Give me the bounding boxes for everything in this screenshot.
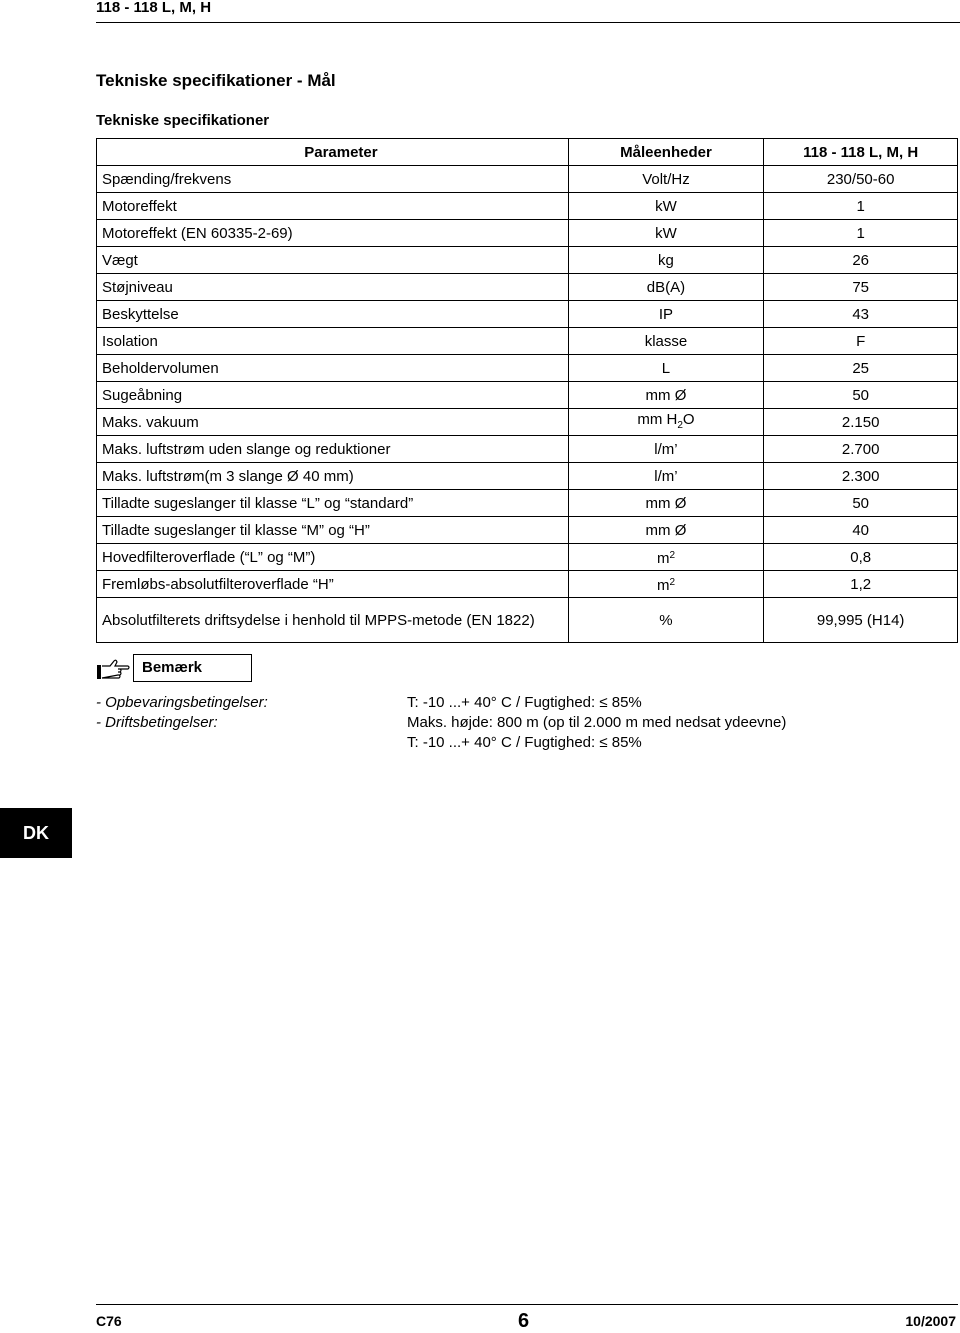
row-unit bbox=[568, 571, 764, 598]
row-unit: IP bbox=[568, 301, 764, 328]
row-value: 50 bbox=[764, 382, 958, 409]
row-unit: mm Ø bbox=[568, 382, 764, 409]
table-row bbox=[97, 274, 958, 301]
unit-subscript: 2 bbox=[677, 419, 683, 431]
row-value: 40 bbox=[764, 517, 958, 544]
row-unit: % bbox=[568, 598, 764, 643]
row-parameter: Tilladte sugeslanger til klasse “L” og “standard” bbox=[97, 490, 569, 517]
row-parameter: Absolutfilterets driftsydelse i henhold til MPPS-metode (EN 1822) bbox=[97, 598, 569, 643]
row-parameter: Tilladte sugeslanger til klasse “M” og “H” bbox=[97, 517, 569, 544]
row-unit: l/m’ bbox=[568, 463, 764, 490]
row-parameter: Fremløbs-absolutfilteroverflade “H” bbox=[97, 571, 569, 598]
row-unit: klasse bbox=[568, 328, 764, 355]
row-parameter: Beskyttelse bbox=[97, 301, 569, 328]
unit-superscript: 2 bbox=[669, 577, 675, 588]
row-value: 2.300 bbox=[764, 463, 958, 490]
footer-divider bbox=[96, 1304, 958, 1305]
pointing-hand-icon bbox=[96, 658, 130, 684]
unit-base: mm H bbox=[637, 410, 678, 428]
row-parameter: Spænding/frekvens bbox=[97, 166, 569, 193]
row-parameter: Maks. luftstrøm uden slange og reduktioner bbox=[97, 436, 569, 463]
row-unit: dB(A) bbox=[568, 274, 764, 301]
table-row bbox=[97, 598, 958, 643]
row-parameter: Maks. vakuum bbox=[97, 409, 569, 436]
operating-conditions-label: - Driftsbetingelser: bbox=[96, 714, 218, 731]
table-row bbox=[97, 409, 958, 436]
row-unit: Volt/Hz bbox=[568, 166, 764, 193]
table-row bbox=[97, 436, 958, 463]
page-number: 6 bbox=[518, 1310, 530, 1332]
row-value: 1 bbox=[764, 193, 958, 220]
row-value: 99,995 (H14) bbox=[764, 598, 958, 643]
row-parameter: Hovedfilteroverflade (“L” og “M”) bbox=[97, 544, 569, 571]
row-value: 2.150 bbox=[764, 409, 958, 436]
table-row bbox=[97, 463, 958, 490]
storage-conditions-label: - Opbevaringsbetingelser: bbox=[96, 694, 268, 711]
row-value: 25 bbox=[764, 355, 958, 382]
row-value: 75 bbox=[764, 274, 958, 301]
row-parameter: Vægt bbox=[97, 247, 569, 274]
row-unit: kW bbox=[568, 220, 764, 247]
row-value: 1 bbox=[764, 220, 958, 247]
table-row bbox=[97, 328, 958, 355]
operating-conditions-value-1: Maks. højde: 800 m (op til 2.000 m med nedsat ydeevne) bbox=[407, 714, 787, 731]
row-value: 230/50-60 bbox=[764, 166, 958, 193]
subsection-title: Tekniske specifikationer bbox=[96, 112, 270, 129]
language-tab: DK bbox=[0, 808, 72, 858]
row-parameter: Motoreffekt (EN 60335-2-69) bbox=[97, 220, 569, 247]
section-title: Tekniske specifikationer - Mål bbox=[96, 71, 336, 90]
row-parameter: Sugeåbning bbox=[97, 382, 569, 409]
table-row bbox=[97, 571, 958, 598]
row-value: 0,8 bbox=[764, 544, 958, 571]
footer-date: 10/2007 bbox=[905, 1313, 956, 1329]
spec-table bbox=[96, 138, 958, 643]
row-unit: l/m’ bbox=[568, 436, 764, 463]
row-value: 43 bbox=[764, 301, 958, 328]
row-parameter: Beholdervolumen bbox=[97, 355, 569, 382]
row-unit: mm Ø bbox=[568, 517, 764, 544]
footer-code: C76 bbox=[96, 1313, 122, 1329]
storage-conditions-value: T: -10 ...+ 40° C / Fugtighed: ≤ 85% bbox=[407, 694, 642, 711]
row-parameter: Isolation bbox=[97, 328, 569, 355]
table-row bbox=[97, 544, 958, 571]
unit-tail: O bbox=[682, 410, 695, 428]
table-row bbox=[97, 382, 958, 409]
table-header-row bbox=[97, 139, 958, 166]
row-value: 2.700 bbox=[764, 436, 958, 463]
row-unit bbox=[568, 409, 764, 436]
table-row bbox=[97, 247, 958, 274]
unit-superscript: 2 bbox=[669, 550, 675, 561]
table-row bbox=[97, 220, 958, 247]
row-parameter: Motoreffekt bbox=[97, 193, 569, 220]
table-row bbox=[97, 166, 958, 193]
table-row bbox=[97, 193, 958, 220]
table-row bbox=[97, 355, 958, 382]
column-header-units: Måleenheder bbox=[568, 139, 764, 166]
note-label: Bemærk bbox=[133, 654, 252, 682]
column-header-model: 118 - 118 L, M, H bbox=[764, 139, 958, 166]
row-unit: L bbox=[568, 355, 764, 382]
row-value: 1,2 bbox=[764, 571, 958, 598]
row-unit bbox=[568, 544, 764, 571]
row-unit: kg bbox=[568, 247, 764, 274]
table-row bbox=[97, 490, 958, 517]
document-header-title: 118 - 118 L, M, H bbox=[96, 0, 212, 16]
row-unit: mm Ø bbox=[568, 490, 764, 517]
unit-base: m bbox=[656, 550, 670, 567]
row-value: 26 bbox=[764, 247, 958, 274]
table-row bbox=[97, 301, 958, 328]
row-parameter: Maks. luftstrøm(m 3 slange Ø 40 mm) bbox=[97, 463, 569, 490]
header-divider bbox=[96, 22, 960, 23]
column-header-parameter: Parameter bbox=[97, 139, 569, 166]
row-value: 50 bbox=[764, 490, 958, 517]
unit-base: m bbox=[656, 577, 670, 594]
row-value: F bbox=[764, 328, 958, 355]
row-unit: kW bbox=[568, 193, 764, 220]
table-row bbox=[97, 517, 958, 544]
row-parameter: Støjniveau bbox=[97, 274, 569, 301]
operating-conditions-value-2: T: -10 ...+ 40° C / Fugtighed: ≤ 85% bbox=[407, 734, 642, 751]
